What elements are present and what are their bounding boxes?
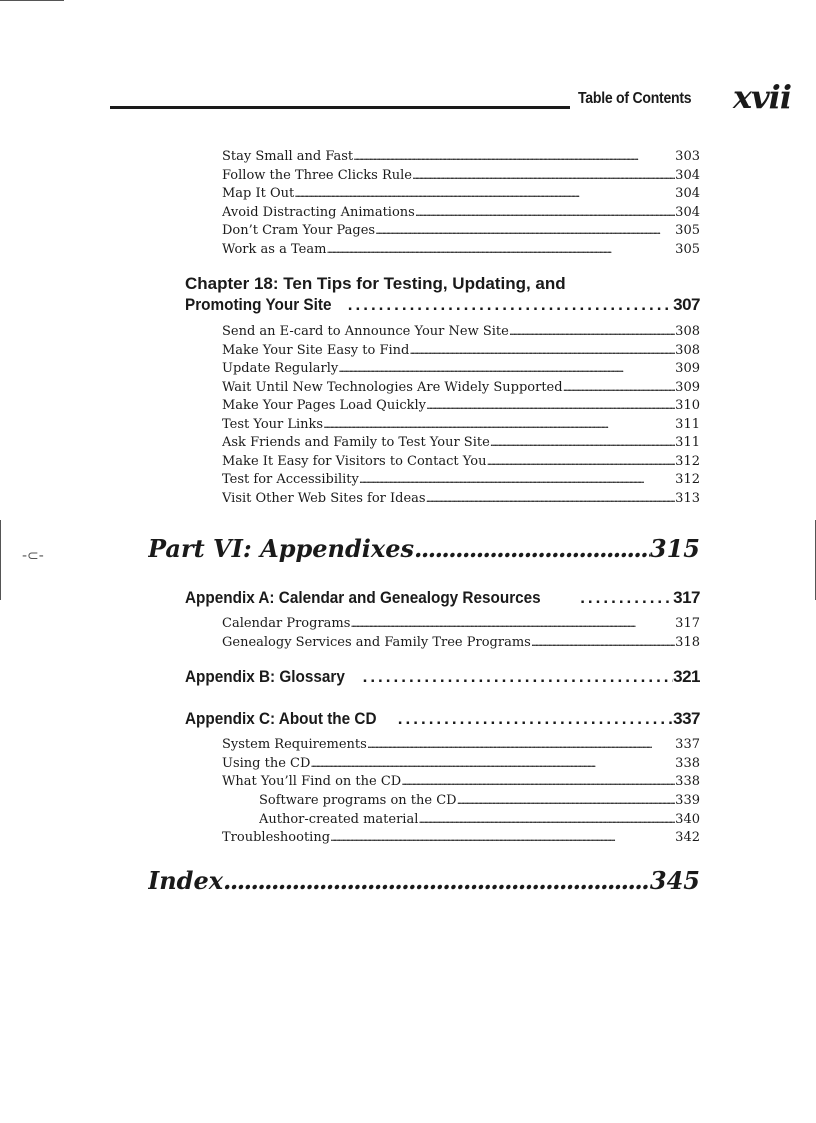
chapter-18-title-line1[interactable]: Chapter 18: Ten Tips for Testing, Updating, and xyxy=(185,274,566,293)
toc-entry[interactable]: Make Your Pages Load Quickly ..... 310 xyxy=(222,398,700,417)
margin-mark-left xyxy=(0,520,1,600)
appendix-a-heading[interactable]: Appendix A: Calendar and Genealogy Resources ..... 317 xyxy=(185,588,700,608)
toc-entry[interactable]: Wait Until New Technologies Are Widely Supported ..... 309 xyxy=(222,380,700,399)
toc-entry[interactable]: Map It Out ..... 304 xyxy=(222,186,700,205)
toc-entry[interactable]: Stay Small and Fast ..... 303 xyxy=(222,149,700,168)
toc-entry[interactable]: Calendar Programs ..... 317 xyxy=(222,616,700,635)
toc-subentry[interactable]: Software programs on the CD ..... 339 xyxy=(259,793,700,812)
registration-mark-icon: -⊂- xyxy=(22,548,44,564)
toc-entry[interactable]: Make Your Site Easy to Find ..... 308 xyxy=(222,343,700,362)
index-heading[interactable]: Index ..... 345 xyxy=(148,866,700,895)
toc-entry[interactable]: Don’t Cram Your Pages ..... 305 xyxy=(222,223,700,242)
appendix-c-heading[interactable]: Appendix C: About the CD ..... 337 xyxy=(185,709,700,729)
appendix-b-heading[interactable]: Appendix B: Glossary ..... 321 xyxy=(185,667,700,687)
toc-entry[interactable]: Work as a Team ..... 305 xyxy=(222,242,700,261)
running-head-title: Table of Contents xyxy=(578,90,692,107)
toc-entry[interactable]: Troubleshooting ..... 342 xyxy=(222,830,700,849)
toc-entry[interactable]: Test Your Links ..... 311 xyxy=(222,417,700,436)
toc-subentry[interactable]: Author-created material ..... 340 xyxy=(259,812,700,831)
crop-mark xyxy=(0,0,64,1)
part-6-heading[interactable]: Part VI: Appendixes ..... 315 xyxy=(148,534,700,563)
header-rule xyxy=(110,106,570,109)
toc-entry[interactable]: Genealogy Services and Family Tree Programs ..... 318 xyxy=(222,635,700,654)
toc-entry[interactable]: Ask Friends and Family to Test Your Site ..... 311 xyxy=(222,435,700,454)
toc-entry[interactable]: Avoid Distracting Animations ..... 304 xyxy=(222,205,700,224)
running-head-page-number: xvii xyxy=(733,78,791,116)
toc-entry[interactable]: System Requirements ..... 337 xyxy=(222,737,700,756)
toc-entry[interactable]: Visit Other Web Sites for Ideas ..... 313 xyxy=(222,491,700,510)
toc-entry[interactable]: Send an E-card to Announce Your New Site ..... 308 xyxy=(222,324,700,343)
chapter-18-heading[interactable]: Promoting Your Site ..... 307 xyxy=(185,295,700,315)
toc-entry[interactable]: What You’ll Find on the CD ..... 338 xyxy=(222,774,700,793)
toc-entry[interactable]: Make It Easy for Visitors to Contact You ..... 312 xyxy=(222,454,700,473)
toc-entry[interactable]: Test for Accessibility ..... 312 xyxy=(222,472,700,491)
toc-entry[interactable]: Update Regularly ..... 309 xyxy=(222,361,700,380)
toc-entry[interactable]: Follow the Three Clicks Rule ..... 304 xyxy=(222,168,700,187)
toc-entry[interactable]: Using the CD ..... 338 xyxy=(222,756,700,775)
